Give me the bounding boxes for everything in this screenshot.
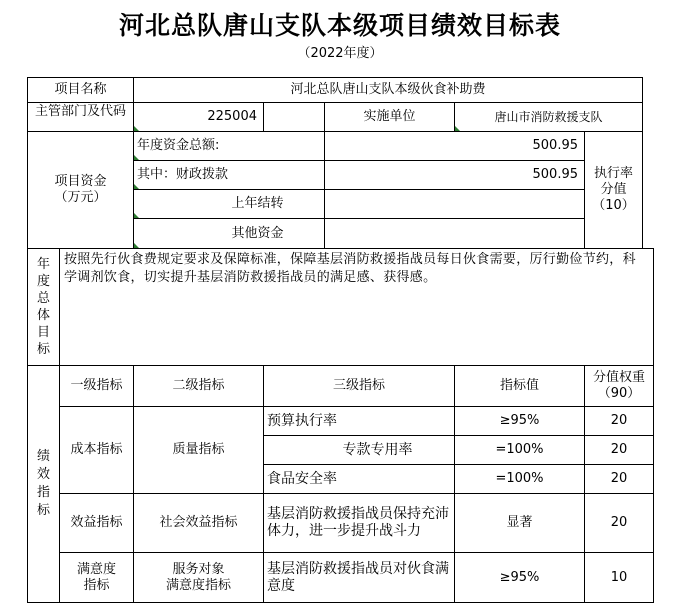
benefit-value: 显著 <box>454 493 585 553</box>
exec-rate-label: 执行率 分值 （10） <box>584 131 643 249</box>
indicators-section-label: 绩效指标 <box>27 365 60 603</box>
year-subtitle: （2022年度） <box>297 46 383 61</box>
goal-text: 按照先行伙食费规定要求及保障标准，保障基层消防救援指战员每日伙食需要，厉行勤俭节约，科学调剂饮食，切实提升基层消防救援指战员的满足感、获得感。 <box>59 248 654 366</box>
satisfaction-level2: 服务对象 满意度指标 <box>133 552 264 603</box>
fiscal-label: 其中：财政拨款 <box>133 160 325 190</box>
project-name-value: 河北总队唐山支队本级伙食补助费 <box>133 77 643 103</box>
other-funds-value <box>324 218 585 249</box>
goal-label: 年度总体目标 <box>27 248 60 366</box>
header-value: 指标值 <box>454 365 585 407</box>
header-level3: 三级指标 <box>263 365 455 407</box>
cost-row-1-value: =100% <box>454 435 585 465</box>
cost-row-2-weight: 20 <box>584 464 654 494</box>
cost-row-2-name: 食品安全率 <box>263 464 455 494</box>
benefit-weight: 20 <box>584 493 654 553</box>
fiscal-value: 500.95 <box>324 160 585 190</box>
header-level1: 一级指标 <box>59 365 134 407</box>
satisfaction-weight: 10 <box>584 552 654 603</box>
satisfaction-value: ≥95% <box>454 552 585 603</box>
cost-row-0-value: ≥95% <box>454 406 585 436</box>
page-title: 河北总队唐山支队本级项目绩效目标表 <box>118 11 561 40</box>
other-funds-label: 其他资金 <box>133 218 325 249</box>
benefit-level2: 社会效益指标 <box>133 493 264 553</box>
cost-row-1-weight: 20 <box>584 435 654 465</box>
cost-row-0-name: 预算执行率 <box>263 406 455 436</box>
cost-row-1-name: 专款专用率 <box>263 435 455 465</box>
annual-total-label: 年度资金总额: <box>133 131 325 161</box>
carryover-label: 上年结转 <box>133 189 325 219</box>
impl-label: 实施单位 <box>324 102 455 132</box>
dept-label: 主管部门及代码 <box>27 102 134 132</box>
cost-level1: 成本指标 <box>59 406 134 494</box>
carryover-value <box>324 189 585 219</box>
dept-code: 225004 <box>133 102 264 132</box>
header-level2: 二级指标 <box>133 365 264 407</box>
funds-label: 项目资金 （万元） <box>27 131 134 249</box>
impl-value: 唐山市消防救援支队 <box>454 102 643 132</box>
dept-blank <box>263 102 325 132</box>
cost-row-0-weight: 20 <box>584 406 654 436</box>
benefit-level1: 效益指标 <box>59 493 134 553</box>
cost-level2: 质量指标 <box>133 406 264 494</box>
satisfaction-level1: 满意度 指标 <box>59 552 134 603</box>
annual-total-value: 500.95 <box>324 131 585 161</box>
header-weight: 分值权重 （90） <box>584 365 654 407</box>
benefit-name: 基层消防救援指战员保持充沛体力，进一步提升战斗力 <box>263 493 455 553</box>
satisfaction-name: 基层消防救援指战员对伙食满意度 <box>263 552 455 603</box>
project-name-label: 项目名称 <box>27 77 134 103</box>
cost-row-2-value: =100% <box>454 464 585 494</box>
